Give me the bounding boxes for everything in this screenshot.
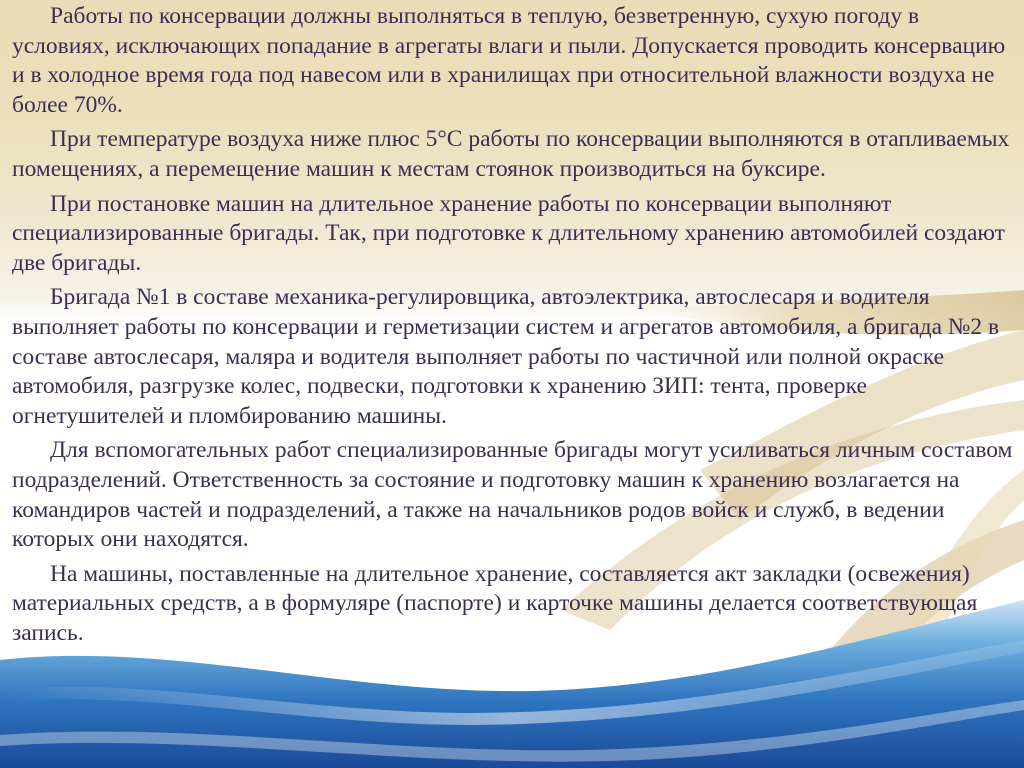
paragraph-5: Для вспомогательных работ специализированные бригады могут усиливаться личным составом подразделений. Ответственность за состояние и подготовку машин к хранению возлагается на командиров частей и подразделений, а также на начальников родов войск и служб, в ведении которых они находятся. [12, 437, 1013, 553]
paragraph-1: Работы по консервации должны выполняться в теплую, безветренную, сухую погоду в условиях, исключающих попадание в агрегаты влаги и пыли. Допускается проводить консервацию и в холодное время года под навесом или в хранилищах при относительной влажности воздуха не более 70%. [12, 3, 1006, 118]
paragraph-2: При температуре воздуха ниже плюс 5°С работы по консервации выполняются в отапливаемых помещениях, а перемещение машин к местам стоянок производиться на буксире. [12, 126, 1010, 182]
paragraph-4: Бригада №1 в составе механика-регулировщика, автоэлектрика, автослесаря и водителя выполняет работы по консервации и герметизации систем и агрегатов автомобиля, а бригада №2 в составе автослесаря, маляра и водителя выполняет работы по частичной или полной окраске автомобиля, разгрузке колес, подвески, подготовки к хранению ЗИП: тента, проверке огнетушителей и пломбированию машины. [12, 284, 1000, 429]
body-text [12, 2, 1016, 653]
paragraph-6: На машины, поставленные на длительное хранение, составляется акт закладки (освежения) материальных средств, а в формуляре (паспорте) и карточке машины делается соответствующая запись. [12, 560, 978, 646]
paragraph-3: При постановке машин на длительное хранение работы по консервации выполняют специализированные бригады. Так, при подготовке к длительному хранению автомобилей создают две бригады. [12, 190, 1005, 276]
